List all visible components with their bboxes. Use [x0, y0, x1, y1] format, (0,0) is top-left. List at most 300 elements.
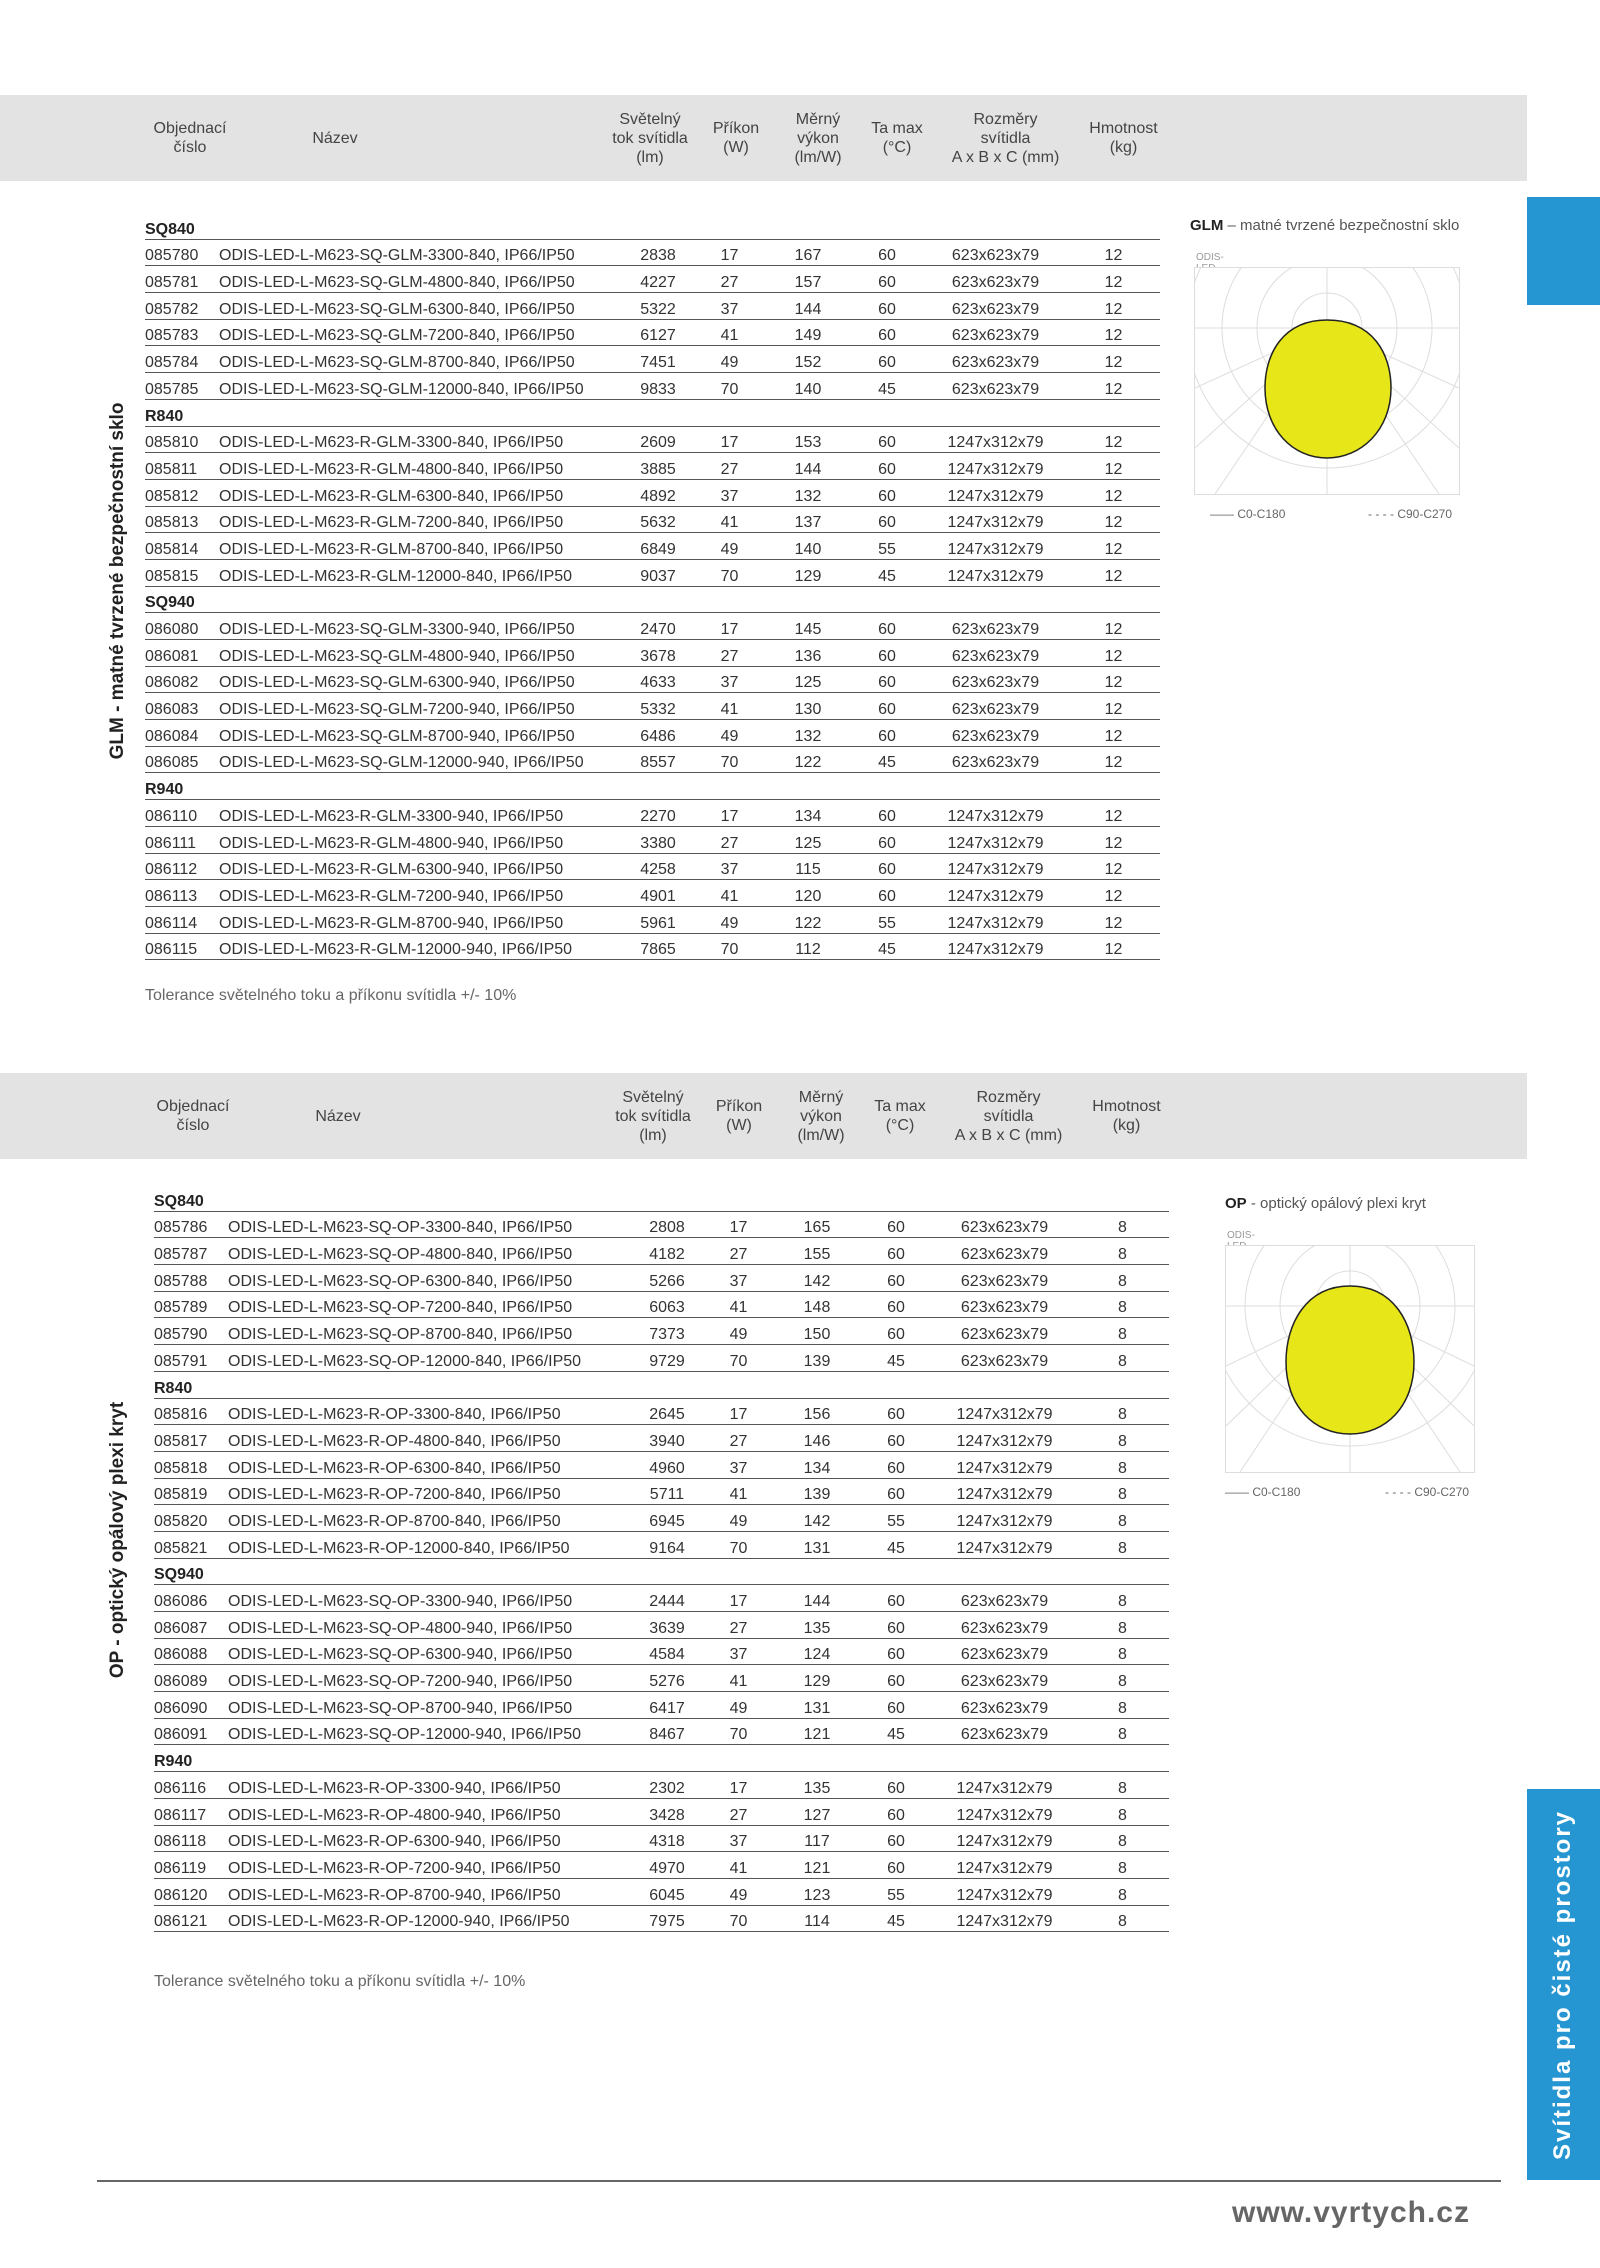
luminous-flux-cell: 9833: [623, 373, 693, 400]
luminous-flux-cell: 5276: [632, 1665, 702, 1692]
dimensions-cell: 1247x312x79: [924, 453, 1067, 480]
table-row: [154, 1505, 1169, 1532]
table-row: [154, 1665, 1169, 1692]
product-name-cell: ODIS-LED-L-M623-SQ-GLM-3300-840, IP66/IP50: [219, 239, 623, 266]
luminous-flux-cell: 4227: [623, 266, 693, 293]
weight-cell: 8: [1076, 1692, 1169, 1719]
power-cell: 41: [702, 1852, 775, 1879]
dimensions-cell: 1247x312x79: [924, 559, 1067, 586]
header-weight: Hmotnost (kg): [1092, 1098, 1161, 1134]
product-name-cell: ODIS-LED-L-M623-R-OP-4800-940, IP66/IP50: [228, 1798, 632, 1825]
table-row: [145, 479, 1160, 506]
efficacy-cell: 123: [775, 1878, 859, 1905]
table-row: [145, 826, 1160, 853]
product-name-cell: ODIS-LED-L-M623-SQ-OP-6300-840, IP66/IP50: [228, 1265, 632, 1292]
efficacy-cell: 124: [775, 1638, 859, 1665]
table-row: [154, 1905, 1169, 1932]
efficacy-cell: 165: [775, 1211, 859, 1238]
power-cell: 17: [702, 1398, 775, 1425]
power-cell: 70: [693, 559, 766, 586]
group-row: [154, 1745, 1169, 1772]
dimensions-cell: 623x623x79: [933, 1291, 1076, 1318]
efficacy-cell: 120: [766, 880, 850, 907]
efficacy-cell: 156: [775, 1398, 859, 1425]
luminous-flux-cell: 4970: [632, 1852, 702, 1879]
order-number-cell: 086112: [145, 853, 219, 880]
table-row: [145, 559, 1160, 586]
power-cell: 49: [702, 1318, 775, 1345]
dimensions-cell: 623x623x79: [933, 1211, 1076, 1238]
order-number-cell: 085785: [145, 373, 219, 400]
table-row: [145, 666, 1160, 693]
weight-cell: 8: [1076, 1425, 1169, 1452]
product-table: [154, 1185, 1169, 1932]
ta-max-cell: 60: [859, 1398, 933, 1425]
header-ta-max: Ta max (°C): [871, 120, 923, 156]
weight-cell: 12: [1067, 746, 1160, 773]
bottom-rule: [97, 2180, 1501, 2182]
ta-max-cell: 60: [859, 1638, 933, 1665]
ta-max-cell: 60: [859, 1612, 933, 1639]
power-cell: 41: [693, 319, 766, 346]
dimensions-cell: 623x623x79: [933, 1318, 1076, 1345]
ta-max-cell: 60: [850, 239, 924, 266]
order-number-cell: 086081: [145, 640, 219, 667]
legend-solid: —— C0-C180: [1225, 1485, 1301, 1499]
order-number-cell: 085820: [154, 1505, 228, 1532]
table-row: [145, 533, 1160, 560]
group-row: [154, 1558, 1169, 1585]
dimensions-cell: 623x623x79: [924, 266, 1067, 293]
order-number-cell: 085790: [154, 1318, 228, 1345]
order-number-cell: 085816: [154, 1398, 228, 1425]
power-cell: 41: [702, 1478, 775, 1505]
category-side-tab: [1527, 1789, 1600, 2180]
table-row: [154, 1825, 1169, 1852]
polar-diagram: [1225, 1245, 1475, 1473]
ta-max-cell: 45: [850, 373, 924, 400]
ta-max-cell: 60: [859, 1265, 933, 1292]
product-name-cell: ODIS-LED-L-M623-R-OP-6300-840, IP66/IP50: [228, 1451, 632, 1478]
luminous-flux-cell: 7975: [632, 1905, 702, 1932]
table-row: [154, 1211, 1169, 1238]
weight-cell: 8: [1076, 1612, 1169, 1639]
order-number-cell: 086085: [145, 746, 219, 773]
luminous-flux-cell: 5332: [623, 693, 693, 720]
weight-cell: 8: [1076, 1531, 1169, 1558]
dimensions-cell: 1247x312x79: [933, 1505, 1076, 1532]
weight-cell: 12: [1067, 666, 1160, 693]
header-extension: [1502, 1073, 1527, 1159]
group-label: SQ940: [145, 586, 1160, 613]
order-number-cell: 085812: [145, 479, 219, 506]
product-name-cell: ODIS-LED-L-M623-R-GLM-4800-940, IP66/IP50: [219, 826, 623, 853]
product-name-cell: ODIS-LED-L-M623-R-GLM-7200-840, IP66/IP50: [219, 506, 623, 533]
luminous-flux-cell: 2838: [623, 239, 693, 266]
product-name-cell: ODIS-LED-L-M623-SQ-GLM-12000-840, IP66/IP50: [219, 373, 623, 400]
product-name-cell: ODIS-LED-L-M623-R-OP-6300-940, IP66/IP50: [228, 1825, 632, 1852]
efficacy-cell: 142: [775, 1505, 859, 1532]
legend-dashed: - - - - C90-C270: [1385, 1485, 1470, 1499]
order-number-cell: 086084: [145, 720, 219, 747]
product-name-cell: ODIS-LED-L-M623-R-OP-3300-840, IP66/IP50: [228, 1398, 632, 1425]
table-row: [154, 1692, 1169, 1719]
dimensions-cell: 1247x312x79: [933, 1905, 1076, 1932]
power-cell: 37: [702, 1265, 775, 1292]
table-row: [154, 1638, 1169, 1665]
power-cell: 17: [693, 239, 766, 266]
power-cell: 37: [693, 666, 766, 693]
ta-max-cell: 45: [859, 1718, 933, 1745]
ta-max-cell: 45: [850, 559, 924, 586]
product-name-cell: ODIS-LED-L-M623-R-OP-3300-940, IP66/IP50: [228, 1772, 632, 1799]
dimensions-cell: 623x623x79: [924, 693, 1067, 720]
ta-max-cell: 45: [859, 1345, 933, 1372]
tolerance-note: Tolerance světelného toku a příkonu svítidla +/- 10%: [154, 1973, 526, 1990]
power-cell: 27: [693, 266, 766, 293]
ta-max-cell: 60: [850, 826, 924, 853]
order-number-cell: 086086: [154, 1585, 228, 1612]
luminous-flux-cell: 3940: [632, 1425, 702, 1452]
power-cell: 27: [693, 640, 766, 667]
power-cell: 49: [693, 906, 766, 933]
dimensions-cell: 623x623x79: [933, 1238, 1076, 1265]
weight-cell: 8: [1076, 1585, 1169, 1612]
product-name-cell: ODIS-LED-L-M623-SQ-GLM-12000-940, IP66/IP50: [219, 746, 623, 773]
weight-cell: 8: [1076, 1238, 1169, 1265]
efficacy-cell: 144: [775, 1585, 859, 1612]
product-name-cell: ODIS-LED-L-M623-R-GLM-12000-940, IP66/IP50: [219, 933, 623, 960]
ta-max-cell: 60: [850, 319, 924, 346]
weight-cell: 12: [1067, 559, 1160, 586]
weight-cell: 12: [1067, 453, 1160, 480]
dimensions-cell: 623x623x79: [933, 1612, 1076, 1639]
efficacy-cell: 129: [775, 1665, 859, 1692]
dimensions-cell: 1247x312x79: [933, 1425, 1076, 1452]
product-name-cell: ODIS-LED-L-M623-SQ-OP-12000-940, IP66/IP50: [228, 1718, 632, 1745]
table-row: [145, 853, 1160, 880]
header-ta-max: Ta max (°C): [874, 1098, 926, 1134]
weight-cell: 12: [1067, 479, 1160, 506]
order-number-cell: 085780: [145, 239, 219, 266]
ta-max-cell: 60: [850, 800, 924, 827]
ta-max-cell: 60: [859, 1798, 933, 1825]
efficacy-cell: 140: [766, 373, 850, 400]
weight-cell: 8: [1076, 1451, 1169, 1478]
power-cell: 37: [702, 1451, 775, 1478]
header-efficacy: Měrný výkon (lm/W): [797, 1088, 845, 1144]
efficacy-cell: 167: [766, 239, 850, 266]
table-row: [145, 880, 1160, 907]
order-number-cell: 085784: [145, 346, 219, 373]
order-number-cell: 086088: [154, 1638, 228, 1665]
luminous-flux-cell: 2609: [623, 426, 693, 453]
weight-cell: 12: [1067, 826, 1160, 853]
luminous-flux-cell: 2270: [623, 800, 693, 827]
dimensions-cell: 623x623x79: [924, 640, 1067, 667]
product-name-cell: ODIS-LED-L-M623-SQ-OP-4800-840, IP66/IP50: [228, 1238, 632, 1265]
product-name-cell: ODIS-LED-L-M623-R-GLM-8700-940, IP66/IP50: [219, 906, 623, 933]
dimensions-cell: 1247x312x79: [933, 1825, 1076, 1852]
product-name-cell: ODIS-LED-L-M623-R-OP-8700-840, IP66/IP50: [228, 1505, 632, 1532]
dimensions-cell: 1247x312x79: [924, 880, 1067, 907]
order-number-cell: 085810: [145, 426, 219, 453]
dimensions-cell: 1247x312x79: [924, 479, 1067, 506]
order-number-cell: 085814: [145, 533, 219, 560]
product-name-cell: ODIS-LED-L-M623-SQ-GLM-4800-940, IP66/IP50: [219, 640, 623, 667]
ta-max-cell: 60: [859, 1451, 933, 1478]
dimensions-cell: 623x623x79: [924, 373, 1067, 400]
order-number-cell: 086120: [154, 1878, 228, 1905]
polar-diagram-svg: [1195, 268, 1459, 494]
table-row: [154, 1398, 1169, 1425]
table-row: [154, 1531, 1169, 1558]
order-number-cell: 085782: [145, 293, 219, 320]
power-cell: 37: [702, 1638, 775, 1665]
ta-max-cell: 60: [859, 1692, 933, 1719]
header-extension: [1502, 95, 1527, 181]
power-cell: 27: [702, 1425, 775, 1452]
dimensions-cell: 623x623x79: [924, 319, 1067, 346]
section-side-label-text: OP - optický opálový plexi kryt: [107, 1401, 128, 1679]
dimensions-cell: 623x623x79: [924, 666, 1067, 693]
ta-max-cell: 55: [850, 533, 924, 560]
product-name-cell: ODIS-LED-L-M623-SQ-OP-7200-940, IP66/IP50: [228, 1665, 632, 1692]
luminous-flux-cell: 3380: [623, 826, 693, 853]
weight-cell: 12: [1067, 693, 1160, 720]
ta-max-cell: 60: [859, 1585, 933, 1612]
weight-cell: 8: [1076, 1905, 1169, 1932]
efficacy-cell: 127: [775, 1798, 859, 1825]
ta-max-cell: 60: [859, 1665, 933, 1692]
product-name-cell: ODIS-LED-L-M623-SQ-GLM-6300-940, IP66/IP50: [219, 666, 623, 693]
order-number-cell: 086087: [154, 1612, 228, 1639]
ta-max-cell: 60: [859, 1318, 933, 1345]
efficacy-cell: 155: [775, 1238, 859, 1265]
group-label: R940: [145, 773, 1160, 800]
weight-cell: 8: [1076, 1478, 1169, 1505]
efficacy-cell: 144: [766, 293, 850, 320]
group-label: SQ840: [154, 1185, 1169, 1211]
power-cell: 70: [702, 1718, 775, 1745]
weight-cell: 12: [1067, 800, 1160, 827]
order-number-cell: 086115: [145, 933, 219, 960]
order-number-cell: 086116: [154, 1772, 228, 1799]
efficacy-cell: 150: [775, 1318, 859, 1345]
group-label: SQ940: [154, 1558, 1169, 1585]
ta-max-cell: 60: [859, 1772, 933, 1799]
ta-max-cell: 60: [850, 426, 924, 453]
product-name-cell: ODIS-LED-L-M623-SQ-GLM-7200-840, IP66/IP50: [219, 319, 623, 346]
dimensions-cell: 1247x312x79: [933, 1878, 1076, 1905]
weight-cell: 12: [1067, 613, 1160, 640]
weight-cell: 8: [1076, 1318, 1169, 1345]
weight-cell: 8: [1076, 1878, 1169, 1905]
efficacy-cell: 142: [775, 1265, 859, 1292]
product-name-cell: ODIS-LED-L-M623-SQ-OP-8700-940, IP66/IP50: [228, 1692, 632, 1719]
table-row: [154, 1238, 1169, 1265]
ta-max-cell: 60: [850, 613, 924, 640]
weight-cell: 12: [1067, 506, 1160, 533]
ta-max-cell: 60: [850, 453, 924, 480]
power-cell: 37: [693, 853, 766, 880]
efficacy-cell: 148: [775, 1291, 859, 1318]
luminous-flux-cell: 6849: [623, 533, 693, 560]
legend-solid: —— C0-C180: [1210, 507, 1286, 521]
diagram-subtitle: ODIS-: [1196, 252, 1224, 263]
dimensions-cell: 623x623x79: [933, 1265, 1076, 1292]
header-dimensions: Rozměry svítidla A x B x C (mm): [951, 110, 1060, 166]
group-label: R840: [154, 1371, 1169, 1398]
table-row: [154, 1612, 1169, 1639]
luminous-flux-cell: 2470: [623, 613, 693, 640]
efficacy-cell: 152: [766, 346, 850, 373]
weight-cell: 8: [1076, 1798, 1169, 1825]
weight-cell: 12: [1067, 640, 1160, 667]
power-cell: 49: [702, 1692, 775, 1719]
ta-max-cell: 60: [859, 1238, 933, 1265]
order-number-cell: 085788: [154, 1265, 228, 1292]
luminous-flux-cell: 2645: [632, 1398, 702, 1425]
weight-cell: 8: [1076, 1825, 1169, 1852]
dimensions-cell: 1247x312x79: [933, 1398, 1076, 1425]
weight-cell: 8: [1076, 1345, 1169, 1372]
dimensions-cell: 623x623x79: [933, 1692, 1076, 1719]
luminous-flux-cell: 6486: [623, 720, 693, 747]
polar-diagram: [1194, 267, 1460, 495]
power-cell: 70: [702, 1531, 775, 1558]
order-number-cell: 085781: [145, 266, 219, 293]
power-cell: 17: [702, 1211, 775, 1238]
ta-max-cell: 60: [850, 693, 924, 720]
product-name-cell: ODIS-LED-L-M623-SQ-GLM-4800-840, IP66/IP50: [219, 266, 623, 293]
power-cell: 70: [693, 373, 766, 400]
order-number-cell: 086119: [154, 1852, 228, 1879]
table-row: [145, 239, 1160, 266]
efficacy-cell: 149: [766, 319, 850, 346]
table-row: [145, 693, 1160, 720]
luminous-flux-cell: 6045: [632, 1878, 702, 1905]
group-label: SQ840: [145, 213, 1160, 239]
power-cell: 37: [693, 479, 766, 506]
ta-max-cell: 60: [859, 1825, 933, 1852]
dimensions-cell: 1247x312x79: [933, 1798, 1076, 1825]
table-row: [154, 1345, 1169, 1372]
luminous-flux-cell: 3639: [632, 1612, 702, 1639]
table-row: [145, 506, 1160, 533]
table-row: [145, 720, 1160, 747]
order-number-cell: 085791: [154, 1345, 228, 1372]
efficacy-cell: 131: [775, 1531, 859, 1558]
luminous-flux-cell: 4633: [623, 666, 693, 693]
luminous-flux-cell: 4182: [632, 1238, 702, 1265]
table-row: [154, 1798, 1169, 1825]
efficacy-cell: 146: [775, 1425, 859, 1452]
product-name-cell: ODIS-LED-L-M623-R-OP-12000-840, IP66/IP50: [228, 1531, 632, 1558]
weight-cell: 8: [1076, 1211, 1169, 1238]
luminous-flux-cell: 5266: [632, 1265, 702, 1292]
table-row: [145, 426, 1160, 453]
order-number-cell: 086113: [145, 880, 219, 907]
luminous-flux-cell: 3885: [623, 453, 693, 480]
luminous-flux-cell: 6127: [623, 319, 693, 346]
table-row: [145, 906, 1160, 933]
header-efficacy: Měrný výkon (lm/W): [794, 110, 842, 166]
luminous-flux-cell: 3428: [632, 1798, 702, 1825]
product-name-cell: ODIS-LED-L-M623-SQ-OP-6300-940, IP66/IP50: [228, 1638, 632, 1665]
efficacy-cell: 145: [766, 613, 850, 640]
table-row: [145, 293, 1160, 320]
product-name-cell: ODIS-LED-L-M623-SQ-OP-12000-840, IP66/IP50: [228, 1345, 632, 1372]
product-name-cell: ODIS-LED-L-M623-R-GLM-3300-940, IP66/IP50: [219, 800, 623, 827]
table-row: [154, 1425, 1169, 1452]
luminous-flux-cell: 5632: [623, 506, 693, 533]
luminous-flux-cell: 9729: [632, 1345, 702, 1372]
ta-max-cell: 60: [850, 293, 924, 320]
weight-cell: 12: [1067, 933, 1160, 960]
power-cell: 37: [693, 293, 766, 320]
dimensions-cell: 1247x312x79: [924, 800, 1067, 827]
power-cell: 41: [702, 1291, 775, 1318]
dimensions-cell: 623x623x79: [924, 239, 1067, 266]
efficacy-cell: 137: [766, 506, 850, 533]
blue-edge-tab: [1527, 197, 1600, 305]
weight-cell: 12: [1067, 319, 1160, 346]
power-cell: 27: [693, 453, 766, 480]
power-cell: 49: [693, 533, 766, 560]
ta-max-cell: 60: [859, 1291, 933, 1318]
product-name-cell: ODIS-LED-L-M623-R-GLM-4800-840, IP66/IP50: [219, 453, 623, 480]
order-number-cell: 085815: [145, 559, 219, 586]
efficacy-cell: 125: [766, 826, 850, 853]
efficacy-cell: 121: [775, 1718, 859, 1745]
order-number-cell: 085817: [154, 1425, 228, 1452]
efficacy-cell: 139: [775, 1478, 859, 1505]
product-name-cell: ODIS-LED-L-M623-R-GLM-3300-840, IP66/IP50: [219, 426, 623, 453]
table-row: [145, 640, 1160, 667]
dimensions-cell: 623x623x79: [933, 1665, 1076, 1692]
efficacy-cell: 115: [766, 853, 850, 880]
table-row: [154, 1852, 1169, 1879]
ta-max-cell: 55: [859, 1505, 933, 1532]
order-number-cell: 086090: [154, 1692, 228, 1719]
luminous-flux-cell: 2302: [632, 1772, 702, 1799]
order-number-cell: 085821: [154, 1531, 228, 1558]
product-name-cell: ODIS-LED-L-M623-R-GLM-8700-840, IP66/IP50: [219, 533, 623, 560]
product-name-cell: ODIS-LED-L-M623-R-GLM-6300-840, IP66/IP50: [219, 479, 623, 506]
power-cell: 37: [702, 1825, 775, 1852]
weight-cell: 12: [1067, 293, 1160, 320]
power-cell: 17: [693, 800, 766, 827]
weight-cell: 8: [1076, 1665, 1169, 1692]
product-name-cell: ODIS-LED-L-M623-SQ-OP-4800-940, IP66/IP50: [228, 1612, 632, 1639]
product-name-cell: ODIS-LED-L-M623-SQ-GLM-3300-940, IP66/IP50: [219, 613, 623, 640]
product-name-cell: ODIS-LED-L-M623-SQ-OP-3300-940, IP66/IP50: [228, 1585, 632, 1612]
luminous-flux-cell: 7373: [632, 1318, 702, 1345]
product-name-cell: ODIS-LED-L-M623-R-GLM-7200-940, IP66/IP50: [219, 880, 623, 907]
order-number-cell: 086111: [145, 826, 219, 853]
table-row: [145, 933, 1160, 960]
order-number-cell: 085783: [145, 319, 219, 346]
weight-cell: 8: [1076, 1852, 1169, 1879]
ta-max-cell: 60: [850, 479, 924, 506]
luminous-flux-cell: 6417: [632, 1692, 702, 1719]
product-name-cell: ODIS-LED-L-M623-SQ-GLM-6300-840, IP66/IP50: [219, 293, 623, 320]
weight-cell: 8: [1076, 1291, 1169, 1318]
header-power: Příkon (W): [712, 120, 760, 156]
product-name-cell: ODIS-LED-L-M623-R-OP-7200-840, IP66/IP50: [228, 1478, 632, 1505]
order-number-cell: 086114: [145, 906, 219, 933]
